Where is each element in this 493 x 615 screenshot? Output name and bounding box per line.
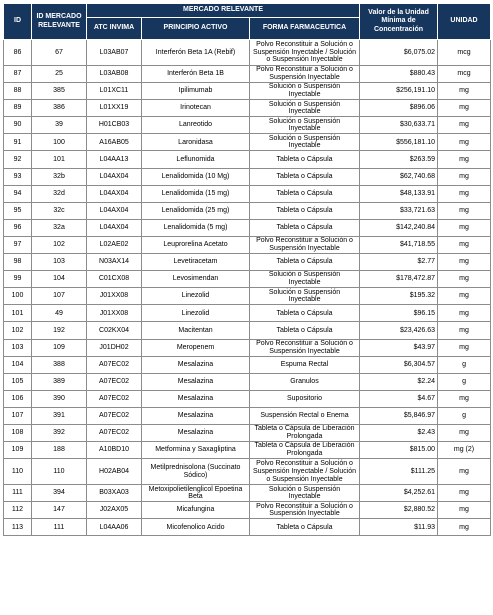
cell-forma: Polvo Reconstituir a Solución o Suspensión Inyectable	[250, 66, 360, 83]
table-row	[4, 151, 491, 168]
cell-mercado-id: 32a	[32, 219, 87, 236]
cell-unidad: mg	[438, 288, 491, 305]
cell-unidad: mg	[438, 322, 491, 339]
cell-unidad: mg	[438, 424, 491, 441]
cell-principio: Mesalazina	[142, 373, 250, 390]
header-mercado-relevante: MERCADO RELEVANTE	[87, 4, 360, 18]
cell-valor: $23,426.63	[360, 322, 438, 339]
cell-id: 86	[4, 40, 32, 66]
cell-unidad: mg	[438, 271, 491, 288]
header-unidad: UNIDAD	[438, 4, 491, 40]
cell-valor: $2.43	[360, 424, 438, 441]
table-row	[4, 373, 491, 390]
cell-principio: Leflunomida	[142, 151, 250, 168]
cell-id: 110	[4, 459, 32, 485]
cell-unidad: mg	[438, 305, 491, 322]
cell-forma: Polvo Reconstituir a Solución o Suspensión Inyectable / Solución o Suspensión Inyectable	[250, 40, 360, 66]
table-row	[4, 322, 491, 339]
cell-atc: A07EC02	[87, 390, 142, 407]
cell-unidad: mg	[438, 519, 491, 536]
cell-atc: J01DH02	[87, 339, 142, 356]
cell-atc: B03XA03	[87, 485, 142, 502]
cell-id: 91	[4, 134, 32, 151]
cell-principio: Micofenolico Acido	[142, 519, 250, 536]
cell-valor: $111.25	[360, 459, 438, 485]
cell-valor: $556,181.10	[360, 134, 438, 151]
table-row	[4, 117, 491, 134]
cell-mercado-id: 110	[32, 459, 87, 485]
cell-forma: Solución o Suspensión Inyectable	[250, 485, 360, 502]
cell-forma: Tableta o Cápsula	[250, 519, 360, 536]
cell-atc: L02AE02	[87, 236, 142, 253]
cell-atc: L04AX04	[87, 168, 142, 185]
cell-forma: Tableta o Cápsula	[250, 168, 360, 185]
cell-principio: Lenalidomida (15 mg)	[142, 185, 250, 202]
header-id: ID	[4, 4, 32, 40]
cell-unidad: mg (2)	[438, 442, 491, 459]
cell-mercado-id: 389	[32, 373, 87, 390]
cell-id: 97	[4, 236, 32, 253]
cell-unidad: mg	[438, 254, 491, 271]
cell-mercado-id: 188	[32, 442, 87, 459]
cell-atc: A07EC02	[87, 356, 142, 373]
cell-forma: Solución o Suspensión Inyectable	[250, 271, 360, 288]
cell-id: 112	[4, 502, 32, 519]
cell-valor: $178,472.87	[360, 271, 438, 288]
cell-valor: $33,721.63	[360, 202, 438, 219]
cell-valor: $41,718.55	[360, 236, 438, 253]
cell-atc: L01XC11	[87, 83, 142, 100]
cell-valor: $96.15	[360, 305, 438, 322]
table-row	[4, 83, 491, 100]
cell-valor: $6,075.02	[360, 40, 438, 66]
cell-atc: L03AB07	[87, 40, 142, 66]
cell-forma: Polvo Reconstituir a Solución o Suspensión Inyectable	[250, 236, 360, 253]
cell-id: 111	[4, 485, 32, 502]
cell-forma: Tableta o Cápsula	[250, 151, 360, 168]
cell-principio: Metformina y Saxagliptina	[142, 442, 250, 459]
table-row	[4, 236, 491, 253]
cell-mercado-id: 104	[32, 271, 87, 288]
cell-atc: H02AB04	[87, 459, 142, 485]
cell-mercado-id: 39	[32, 117, 87, 134]
cell-mercado-id: 390	[32, 390, 87, 407]
cell-unidad: mg	[438, 151, 491, 168]
cell-forma: Polvo Reconstituir a Solución o Suspensión Inyectable / Solución o Suspensión Inyectable	[250, 459, 360, 485]
cell-valor: $4.67	[360, 390, 438, 407]
cell-mercado-id: 49	[32, 305, 87, 322]
cell-forma: Tableta o Cápsula	[250, 185, 360, 202]
table-row	[4, 502, 491, 519]
cell-id: 88	[4, 83, 32, 100]
cell-unidad: mg	[438, 390, 491, 407]
cell-valor: $2,880.52	[360, 502, 438, 519]
table-row	[4, 519, 491, 536]
cell-forma: Solución o Suspensión Inyectable	[250, 288, 360, 305]
cell-id: 94	[4, 185, 32, 202]
header-id-mercado: ID MERCADO RELEVANTE	[32, 4, 87, 40]
cell-mercado-id: 386	[32, 100, 87, 117]
table-row	[4, 254, 491, 271]
cell-id: 109	[4, 442, 32, 459]
cell-mercado-id: 32c	[32, 202, 87, 219]
cell-atc: N03AX14	[87, 254, 142, 271]
price-table	[3, 3, 491, 536]
cell-principio: Mesalazina	[142, 407, 250, 424]
cell-mercado-id: 385	[32, 83, 87, 100]
cell-forma: Tableta o Cápsula de Liberación Prolongada	[250, 424, 360, 441]
table-row	[4, 271, 491, 288]
table-row	[4, 459, 491, 485]
cell-valor: $263.59	[360, 151, 438, 168]
cell-mercado-id: 103	[32, 254, 87, 271]
cell-principio: Irinotecan	[142, 100, 250, 117]
cell-principio: Mesalazina	[142, 424, 250, 441]
cell-mercado-id: 102	[32, 236, 87, 253]
cell-unidad: mg	[438, 236, 491, 253]
cell-principio: Linezolid	[142, 288, 250, 305]
table-row	[4, 442, 491, 459]
cell-forma: Polvo Reconstituir a Solución o Suspensión Inyectable	[250, 502, 360, 519]
cell-valor: $6,304.57	[360, 356, 438, 373]
cell-id: 108	[4, 424, 32, 441]
cell-forma: Tableta o Cápsula	[250, 305, 360, 322]
cell-mercado-id: 25	[32, 66, 87, 83]
cell-unidad: g	[438, 407, 491, 424]
cell-mercado-id: 388	[32, 356, 87, 373]
cell-forma: Tableta o Cápsula	[250, 202, 360, 219]
cell-mercado-id: 111	[32, 519, 87, 536]
cell-id: 105	[4, 373, 32, 390]
cell-mercado-id: 394	[32, 485, 87, 502]
price-table-container	[3, 3, 490, 536]
cell-forma: Tableta o Cápsula	[250, 219, 360, 236]
cell-unidad: g	[438, 373, 491, 390]
cell-forma: Suspensión Rectal o Enema	[250, 407, 360, 424]
table-row	[4, 66, 491, 83]
cell-unidad: mg	[438, 202, 491, 219]
table-row	[4, 390, 491, 407]
cell-unidad: mg	[438, 459, 491, 485]
cell-mercado-id: 109	[32, 339, 87, 356]
cell-unidad: mg	[438, 168, 491, 185]
cell-unidad: mg	[438, 185, 491, 202]
cell-forma: Granulos	[250, 373, 360, 390]
cell-principio: Interferón Beta 1B	[142, 66, 250, 83]
table-row	[4, 134, 491, 151]
cell-id: 93	[4, 168, 32, 185]
cell-unidad: mcg	[438, 66, 491, 83]
cell-atc: L04AX04	[87, 185, 142, 202]
table-row	[4, 424, 491, 441]
cell-mercado-id: 192	[32, 322, 87, 339]
cell-id: 96	[4, 219, 32, 236]
cell-forma: Solución o Suspensión Inyectable	[250, 83, 360, 100]
cell-forma: Supositorio	[250, 390, 360, 407]
cell-atc: C01CX08	[87, 271, 142, 288]
cell-mercado-id: 147	[32, 502, 87, 519]
cell-valor: $142,240.84	[360, 219, 438, 236]
table-row	[4, 305, 491, 322]
cell-forma: Solución o Suspensión Inyectable	[250, 117, 360, 134]
cell-principio: Mesalazina	[142, 390, 250, 407]
table-row	[4, 356, 491, 373]
table-row	[4, 185, 491, 202]
cell-principio: Laronidasa	[142, 134, 250, 151]
cell-mercado-id: 391	[32, 407, 87, 424]
table-header	[4, 4, 491, 40]
cell-id: 95	[4, 202, 32, 219]
cell-mercado-id: 392	[32, 424, 87, 441]
table-row	[4, 168, 491, 185]
cell-atc: A10BD10	[87, 442, 142, 459]
cell-id: 99	[4, 271, 32, 288]
cell-atc: J01XX08	[87, 305, 142, 322]
cell-valor: $11.93	[360, 519, 438, 536]
cell-atc: L03AB08	[87, 66, 142, 83]
cell-forma: Polvo Reconstituir a Solución o Suspensión Inyectable	[250, 339, 360, 356]
table-row	[4, 339, 491, 356]
cell-unidad: mg	[438, 83, 491, 100]
header-valor: Valor de la Unidad Mínima de Concentración	[360, 4, 438, 40]
cell-valor: $30,633.71	[360, 117, 438, 134]
table-row	[4, 100, 491, 117]
cell-id: 102	[4, 322, 32, 339]
cell-valor: $896.06	[360, 100, 438, 117]
cell-unidad: mg	[438, 502, 491, 519]
cell-atc: L04AX04	[87, 219, 142, 236]
cell-id: 101	[4, 305, 32, 322]
cell-atc: L04AA06	[87, 519, 142, 536]
cell-id: 89	[4, 100, 32, 117]
table-body	[4, 40, 491, 536]
cell-unidad: mg	[438, 485, 491, 502]
cell-id: 87	[4, 66, 32, 83]
cell-atc: L01XX19	[87, 100, 142, 117]
cell-valor: $815.00	[360, 442, 438, 459]
cell-id: 90	[4, 117, 32, 134]
cell-valor: $5,846.97	[360, 407, 438, 424]
cell-valor: $4,252.61	[360, 485, 438, 502]
cell-principio: Lenalidomida (25 mg)	[142, 202, 250, 219]
cell-forma: Tableta o Cápsula de Liberación Prolongada	[250, 442, 360, 459]
table-row	[4, 202, 491, 219]
cell-principio: Leuprorelina Acetato	[142, 236, 250, 253]
cell-forma: Tableta o Cápsula	[250, 254, 360, 271]
table-row	[4, 288, 491, 305]
cell-unidad: mg	[438, 117, 491, 134]
cell-principio: Ipilimumab	[142, 83, 250, 100]
cell-forma: Tableta o Cápsula	[250, 322, 360, 339]
cell-principio: Micafungina	[142, 502, 250, 519]
cell-valor: $195.32	[360, 288, 438, 305]
cell-id: 107	[4, 407, 32, 424]
cell-principio: Interferón Beta 1A (Rebif)	[142, 40, 250, 66]
cell-principio: Lenalidomida (10 Mg)	[142, 168, 250, 185]
cell-principio: Lanreotido	[142, 117, 250, 134]
cell-mercado-id: 32d	[32, 185, 87, 202]
cell-atc: J01XX08	[87, 288, 142, 305]
cell-unidad: mcg	[438, 40, 491, 66]
cell-mercado-id: 100	[32, 134, 87, 151]
cell-id: 113	[4, 519, 32, 536]
cell-atc: L04AX04	[87, 202, 142, 219]
cell-forma: Espuma Rectal	[250, 356, 360, 373]
cell-principio: Levosimendan	[142, 271, 250, 288]
cell-atc: A07EC02	[87, 373, 142, 390]
table-row	[4, 219, 491, 236]
cell-id: 100	[4, 288, 32, 305]
cell-atc: L04AA13	[87, 151, 142, 168]
cell-unidad: g	[438, 356, 491, 373]
cell-valor: $2.24	[360, 373, 438, 390]
cell-mercado-id: 32b	[32, 168, 87, 185]
cell-principio: Lenalidomida (5 mg)	[142, 219, 250, 236]
cell-valor: $62,740.68	[360, 168, 438, 185]
cell-atc: J02AX05	[87, 502, 142, 519]
cell-principio: Metilprednisolona (Succinato Sódico)	[142, 459, 250, 485]
cell-valor: $43.97	[360, 339, 438, 356]
cell-valor: $256,191.10	[360, 83, 438, 100]
header-forma: FORMA FARMACEUTICA	[250, 18, 360, 40]
cell-principio: Levetiracetam	[142, 254, 250, 271]
table-row	[4, 40, 491, 66]
cell-mercado-id: 107	[32, 288, 87, 305]
cell-principio: Metoxipolietilenglicol Epoetina Beta	[142, 485, 250, 502]
cell-unidad: mg	[438, 219, 491, 236]
header-atc: ATC INVIMA	[87, 18, 142, 40]
cell-valor: $880.43	[360, 66, 438, 83]
cell-atc: A07EC02	[87, 407, 142, 424]
cell-principio: Mesalazina	[142, 356, 250, 373]
cell-id: 98	[4, 254, 32, 271]
cell-id: 106	[4, 390, 32, 407]
cell-id: 104	[4, 356, 32, 373]
table-row	[4, 407, 491, 424]
cell-principio: Linezolid	[142, 305, 250, 322]
cell-atc: A16AB05	[87, 134, 142, 151]
cell-atc: A07EC02	[87, 424, 142, 441]
cell-atc: C02KX04	[87, 322, 142, 339]
cell-forma: Solución o Suspensión Inyectable	[250, 134, 360, 151]
cell-principio: Meropenem	[142, 339, 250, 356]
cell-unidad: mg	[438, 339, 491, 356]
cell-id: 92	[4, 151, 32, 168]
cell-valor: $48,133.91	[360, 185, 438, 202]
cell-principio: Macitentan	[142, 322, 250, 339]
cell-valor: $2.77	[360, 254, 438, 271]
table-row	[4, 485, 491, 502]
header-principio: PRINCIPIO ACTIVO	[142, 18, 250, 40]
cell-id: 103	[4, 339, 32, 356]
cell-unidad: mg	[438, 134, 491, 151]
cell-forma: Solución o Suspensión Inyectable	[250, 100, 360, 117]
cell-mercado-id: 101	[32, 151, 87, 168]
cell-mercado-id: 67	[32, 40, 87, 66]
cell-atc: H01CB03	[87, 117, 142, 134]
cell-unidad: mg	[438, 100, 491, 117]
